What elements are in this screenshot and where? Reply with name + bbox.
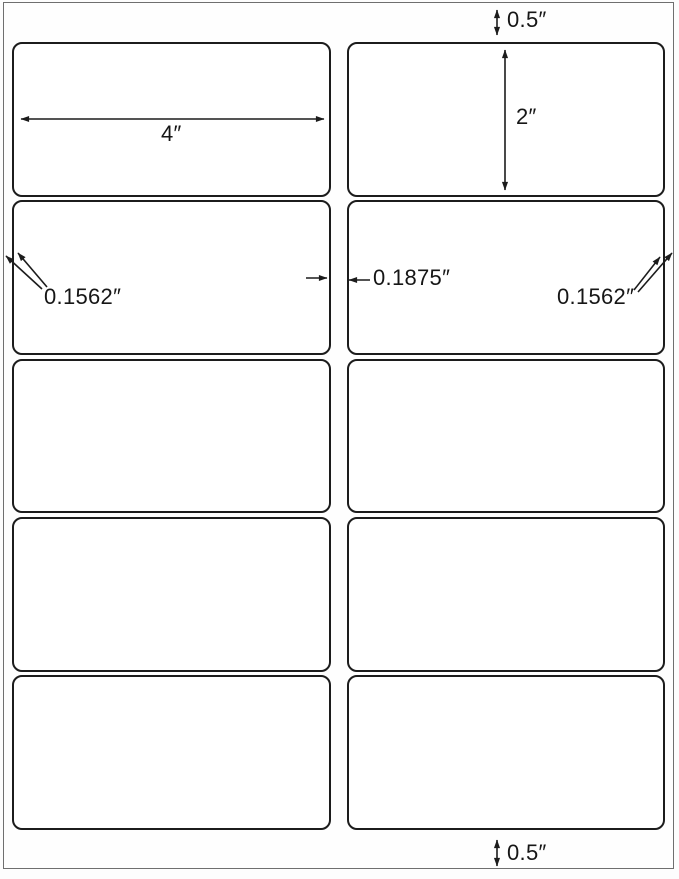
labels-grid [12, 42, 665, 830]
column-gap-value: 0.1875″ [373, 265, 451, 290]
label-cell [12, 42, 331, 197]
label-cell [12, 517, 331, 672]
label-cell [347, 517, 666, 672]
label-cell [347, 42, 666, 197]
label-cell [347, 675, 666, 830]
label-cell [347, 359, 666, 514]
bottom-margin-value: 0.5″ [507, 840, 547, 865]
left-margin-value: 0.1562″ [44, 284, 122, 309]
label-cell [12, 359, 331, 514]
label-cell [12, 200, 331, 355]
label-width-value: 4″ [161, 121, 182, 146]
label-cell [12, 675, 331, 830]
right-margin-value: 0.1562″ [557, 284, 635, 309]
top-margin-value: 0.5″ [507, 7, 547, 32]
label-height-value: 2″ [516, 104, 537, 129]
